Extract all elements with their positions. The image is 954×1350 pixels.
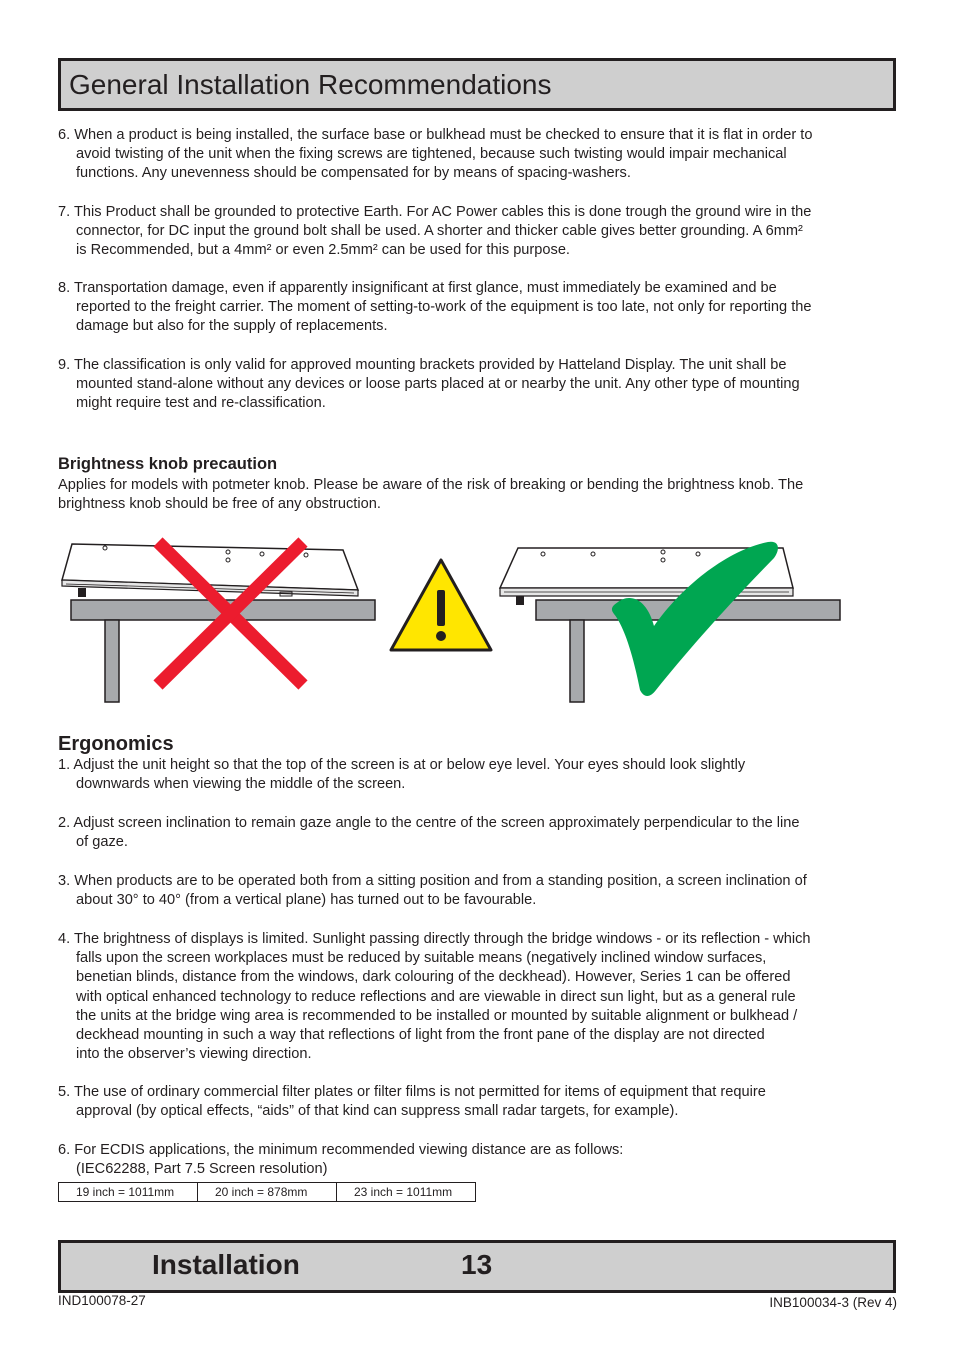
- doc-id-right: INB100034-3 (Rev 4): [769, 1295, 897, 1310]
- correct-mounting-drawing: [500, 542, 840, 702]
- ergonomics-item-6: 6. For ECDIS applications, the minimum recommended viewing distance are as follows: (IEC62288, Part 7.5 Screen resolution): [58, 1142, 624, 1178]
- general-item-7: 7. This Product shall be grounded to protective Earth. For AC Power cables this is done trough the ground wire in the connector, for DC input the ground bolt shall be used. A shorter and thicker cable gives better grounding. A 6mm² is Recommended, but a 4mm² or even 2.5mm² can be used for this purpose.: [58, 204, 812, 259]
- ergonomics-item-1: 1. Adjust the unit height so that the top of the screen is at or below eye level. Your eyes should look slightly downwards when viewing the middle of the screen.: [58, 757, 746, 793]
- table-cell: 19 inch = 1011mm: [59, 1183, 198, 1202]
- table-row: [59, 1183, 476, 1202]
- ergonomics-item-4: 4. The brightness of displays is limited. Sunlight passing directly through the bridge windows - or its reflection - which falls upon the screen workplaces must be reduced by suitable means (negatively inclined window surfaces, benetian blinds, distance from the windows, dark colouring of the deckhead). However, Series 1 can be offered with optical enhanced technology to reduce reflections and are viewable in direct sun light, but as a general rule the units at the bridge wing area is recommended to be installed or mounted by suitable alignment or bulkhead / deckhead mounting in such a way that reflections of light from the front pane of the display are not directed into the observer’s viewing direction.: [58, 931, 811, 1063]
- warning-icon: [391, 560, 491, 650]
- table-cell: 23 inch = 1011mm: [337, 1183, 476, 1202]
- brightness-text: Applies for models with potmeter knob. Please be aware of the risk of breaking or bending the brightness knob. The brightness knob should be free of any obstruction.: [58, 477, 804, 513]
- table-cell: 20 inch = 878mm: [198, 1183, 337, 1202]
- ergonomics-heading: Ergonomics: [58, 733, 174, 755]
- ergonomics-item-2: 2. Adjust screen inclination to remain gaze angle to the centre of the screen approximately perpendicular to the line of gaze.: [58, 815, 800, 851]
- general-item-6: 6. When a product is being installed, the surface base or bulkhead must be checked to ensure that it is flat in order to avoid twisting of the unit when the fixing screws are tightened, because such twisting would impair mechanical functions. Any unevenness should be compensated for by means of spacing-washers.: [58, 127, 813, 182]
- incorrect-mounting-drawing: [62, 542, 375, 702]
- general-item-9: 9. The classification is only valid for approved mounting brackets provided by Hatteland Display. The unit shall be mounted stand-alone without any devices or loose parts placed at or nearby the unit. Any other type of mounting might require test and re-classification.: [58, 357, 800, 412]
- ergonomics-item-3: 3. When products are to be operated both from a sitting position and from a standing position, a screen inclination of about 30° to 40° (from a vertical plane) has turned out to be favourable.: [58, 873, 807, 909]
- general-item-8: 8. Transportation damage, even if apparently insignificant at first glance, must immediately be examined and be reported to the freight carrier. The moment of setting-to-work of the equipment is too late, not only for reporting the damage but also for the supply of replacements.: [58, 280, 812, 335]
- footer-section-title: Installation: [152, 1249, 300, 1280]
- page-number: 13: [461, 1249, 493, 1280]
- ergonomics-item-5: 5. The use of ordinary commercial filter plates or filter films is not permitted for items of equipment that require approval (by optical effects, “aids” of that kind can suppress small radar targets, for example).: [58, 1084, 766, 1120]
- page-header-bar: [58, 58, 896, 111]
- doc-id-left: IND100078-27: [58, 1293, 146, 1308]
- page-title: General Installation Recommendations: [69, 69, 552, 100]
- brightness-knob-illustration: [58, 530, 858, 710]
- viewing-distance-table: [58, 1182, 476, 1202]
- brightness-heading: Brightness knob precaution: [58, 455, 278, 473]
- page-footer-bar: [58, 1240, 896, 1293]
